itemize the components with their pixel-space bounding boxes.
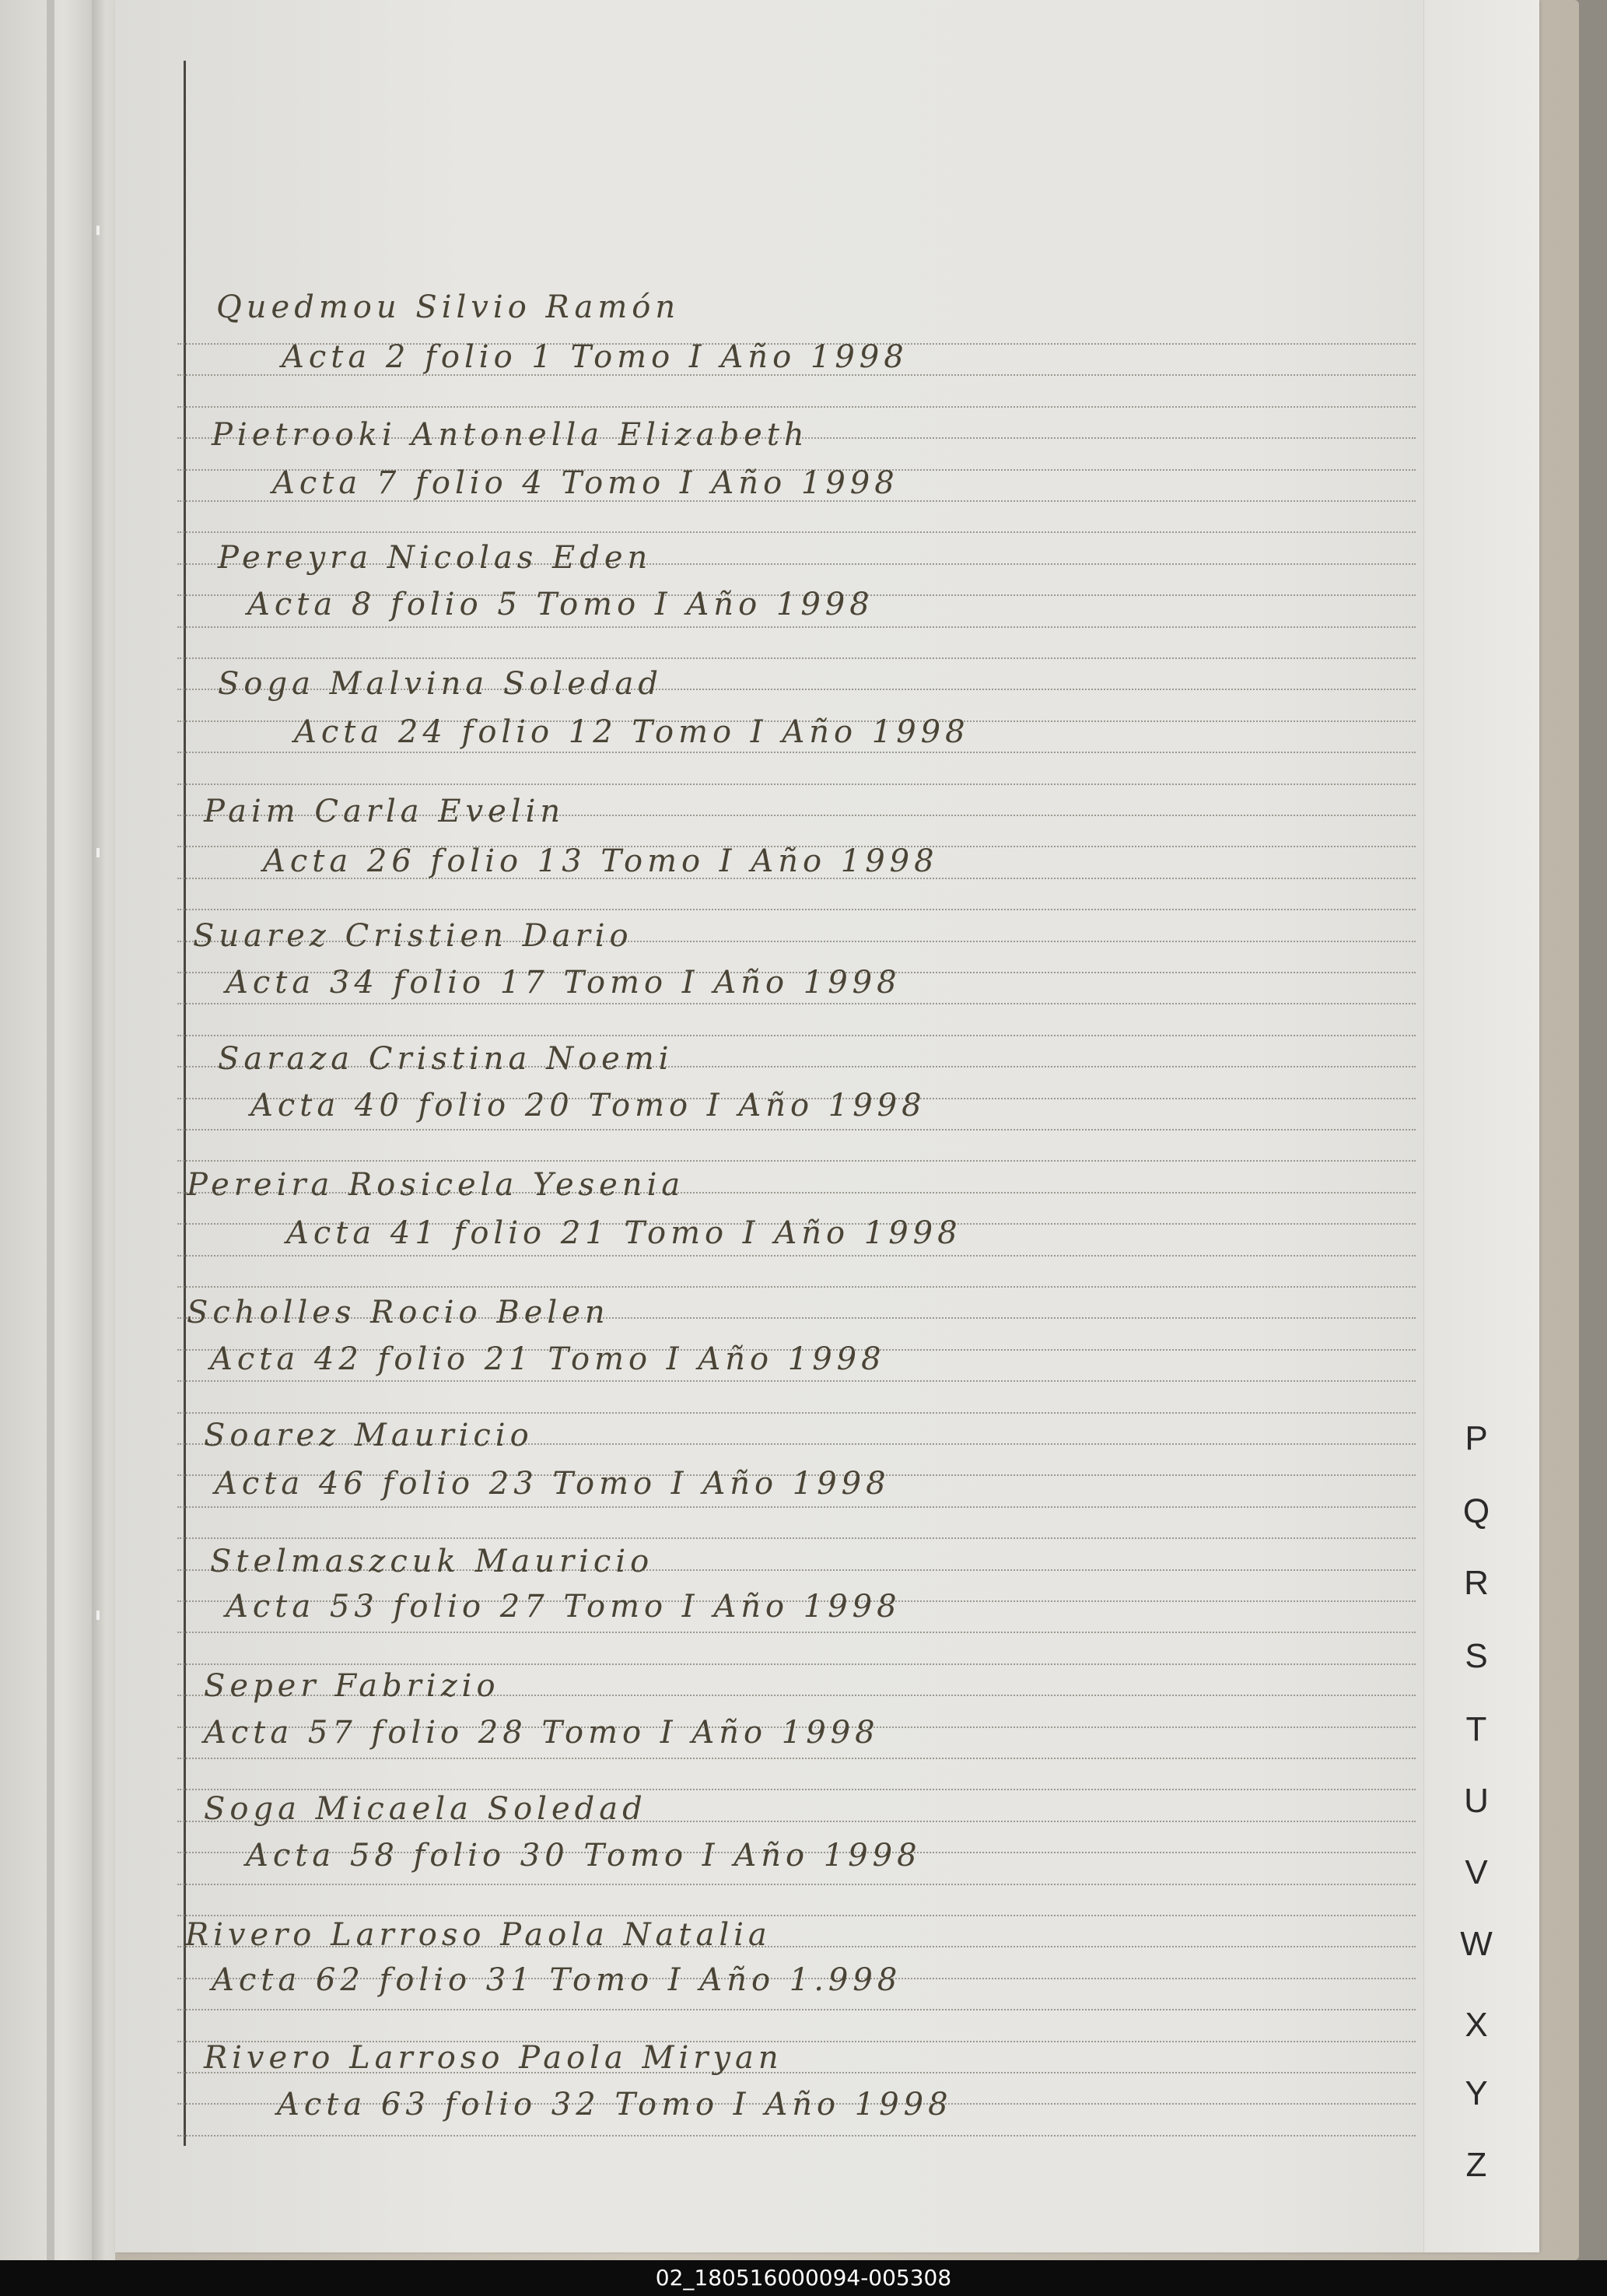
ruled-line: [177, 1286, 1416, 1288]
ruled-line: [177, 752, 1416, 753]
entry-detail: Acta 46 folio 23 Tomo I Año 1998: [215, 1466, 891, 1502]
entry-detail: Acta 8 folio 5 Tomo I Año 1998: [247, 587, 874, 622]
left-page: [0, 0, 92, 2260]
index-tab-letter[interactable]: Q: [1462, 1492, 1490, 1530]
entry-detail: Acta 62 folio 31 Tomo I Año 1.998: [212, 1962, 902, 1998]
entry-name: Seper Fabrizio: [204, 1668, 500, 1704]
entry-detail: Acta 26 folio 13 Tomo I Año 1998: [263, 843, 939, 879]
ruled-line: [177, 1035, 1416, 1036]
index-tab-letter[interactable]: Z: [1465, 2146, 1487, 2184]
ruled-line: [177, 1160, 1416, 1162]
ruled-line: [177, 1380, 1416, 1382]
ruled-line: [177, 1632, 1416, 1633]
entry-detail: Acta 7 folio 4 Tomo I Año 1998: [272, 465, 899, 501]
entry-detail: Acta 24 folio 12 Tomo I Año 1998: [294, 714, 970, 750]
index-tab-letter[interactable]: U: [1464, 1782, 1489, 1820]
entry-detail: Acta 41 folio 21 Tomo I Año 1998: [286, 1215, 962, 1251]
ruled-line: [177, 1758, 1416, 1759]
ruled-line: [177, 2009, 1416, 2010]
ruled-line: [177, 2135, 1416, 2137]
binding-stitch: [96, 226, 100, 235]
entry-name: Saraza Cristina Noemi: [218, 1041, 674, 1077]
entry-name: Pereyra Nicolas Eden: [218, 540, 653, 576]
ruled-line: [177, 1506, 1416, 1508]
ruled-line: [177, 1789, 1416, 1790]
entry-name: Suarez Cristien Dario: [193, 918, 633, 954]
ruled-line: [177, 909, 1416, 910]
image-caption: 02_180516000094-005308: [655, 2265, 952, 2291]
entry-detail: Acta 34 folio 17 Tomo I Año 1998: [226, 965, 902, 1001]
entry-name: Rivero Larroso Paola Miryan: [204, 2040, 783, 2076]
page-fold: [47, 0, 54, 2260]
entry-detail: Acta 42 folio 21 Tomo I Año 1998: [210, 1341, 886, 1377]
ruled-line: [177, 1915, 1416, 1916]
margin-line: [184, 61, 186, 2146]
ruled-line: [177, 1255, 1416, 1257]
ruled-line: [177, 657, 1416, 659]
entry-name: Soarez Mauricio: [204, 1418, 534, 1453]
entry-name: Pereira Rosicela Yesenia: [187, 1167, 685, 1203]
entry-detail: Acta 40 folio 20 Tomo I Año 1998: [250, 1088, 926, 1123]
index-tab-letter[interactable]: T: [1465, 1710, 1487, 1748]
entry-name: Paim Carla Evelin: [204, 794, 565, 829]
ruled-line: [177, 1003, 1416, 1004]
entry-name: Scholles Rocio Belen: [187, 1295, 610, 1330]
entry-detail: Acta 57 folio 28 Tomo I Año 1998: [204, 1715, 880, 1751]
index-tab-letter[interactable]: P: [1465, 1419, 1488, 1457]
entry-detail: Acta 58 folio 30 Tomo I Año 1998: [246, 1838, 922, 1874]
ruled-line: [177, 406, 1416, 408]
entry-detail: Acta 2 folio 1 Tomo I Año 1998: [282, 339, 909, 375]
ruled-line: [177, 1884, 1416, 1885]
index-tab-letter[interactable]: Y: [1465, 2074, 1488, 2112]
ruled-line: [177, 1537, 1416, 1539]
entry-name: Soga Micaela Soledad: [204, 1791, 647, 1827]
index-tab-letter[interactable]: W: [1460, 1925, 1493, 1963]
index-tab-letter[interactable]: S: [1465, 1637, 1488, 1675]
binding-gutter: [92, 0, 115, 2260]
ruled-line: [177, 626, 1416, 628]
ruled-line: [177, 783, 1416, 785]
index-tab-letter[interactable]: V: [1465, 1853, 1488, 1891]
binding-stitch: [96, 1611, 100, 1620]
entry-detail: Acta 63 folio 32 Tomo I Año 1998: [277, 2087, 953, 2122]
ruled-line: [177, 1412, 1416, 1414]
entry-detail: Acta 53 folio 27 Tomo I Año 1998: [226, 1589, 902, 1625]
index-tab-strip: [1423, 0, 1539, 2252]
index-tab-letter[interactable]: R: [1464, 1564, 1489, 1602]
entry-name: Soga Malvina Soledad: [218, 666, 663, 702]
entry-name: Pietrooki Antonella Elizabeth: [212, 417, 809, 453]
entry-name: Stelmaszcuk Mauricio: [210, 1544, 654, 1579]
ruled-line: [177, 1129, 1416, 1130]
index-tab-letter[interactable]: X: [1465, 2006, 1488, 2044]
entry-name: Rivero Larroso Paola Natalia: [185, 1917, 772, 1953]
binding-stitch: [96, 848, 100, 857]
ruled-line: [177, 531, 1416, 533]
entry-name: Quedmou Silvio Ramón: [216, 289, 681, 325]
ruled-line: [177, 1663, 1416, 1665]
